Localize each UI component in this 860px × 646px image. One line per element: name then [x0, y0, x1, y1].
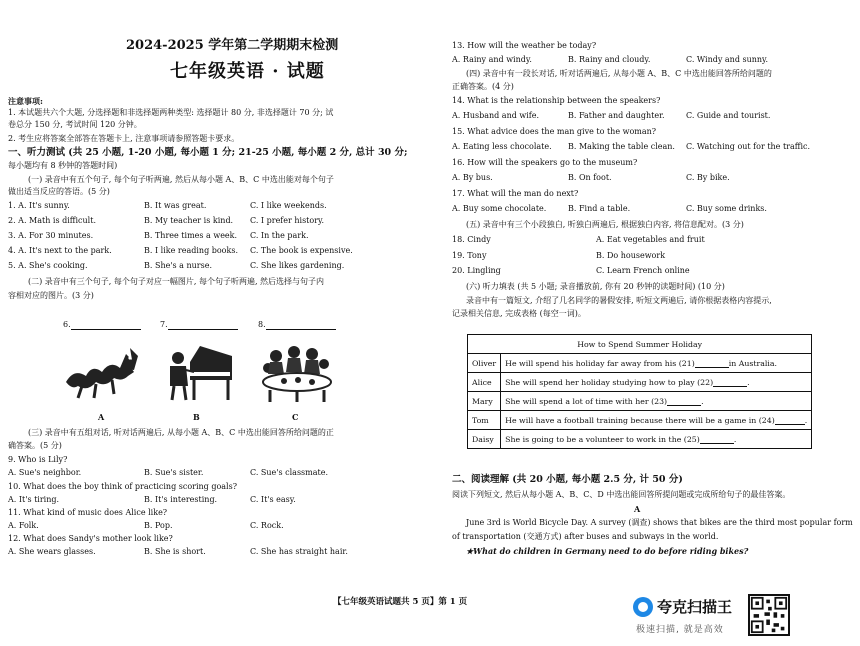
- part6-instr-c: 记录相关信息, 完成表格 (每空一词)。: [452, 309, 586, 318]
- q15-b: B. Making the table clean.: [568, 142, 675, 151]
- listening-heading-2: 每小题均有 8 秒钟的答题时间): [8, 161, 118, 170]
- pic-label-b: B: [193, 412, 200, 422]
- q17-c: C. Buy some drinks.: [686, 204, 767, 213]
- answer-blank-21[interactable]: [695, 359, 729, 368]
- part2-instr-a: (二) 录音中有三个句子, 每个句子对应一幅图片, 每个句子听两遍, 然后选择与句子内: [28, 277, 325, 286]
- q11-question: 11. What kind of music does Alice like?: [8, 508, 168, 517]
- student-name: Oliver: [468, 354, 501, 373]
- q4-b: B. I like reading books.: [144, 246, 238, 255]
- part3-instr-b: 确答案。(5 分): [8, 441, 62, 450]
- q19-option: B. Do housework: [596, 251, 666, 260]
- reading-heading: 二、阅读理解 (共 20 小题, 每小题 2.5 分, 计 50 分): [452, 474, 683, 485]
- table-row: [468, 430, 812, 449]
- note-2: 2. 考生应将答案全部答在答题卡上, 注意事项请参照答题卡要求。: [8, 134, 240, 143]
- student-name: Daisy: [468, 430, 501, 449]
- table-row: [468, 411, 812, 430]
- q2-c: C. I prefer history.: [250, 216, 325, 225]
- q16-a: A. By bus.: [452, 173, 493, 182]
- q17-question: 17. What will the man do next?: [452, 189, 579, 198]
- q15-a: A. Eating less chocolate.: [452, 142, 552, 151]
- q18-option: A. Eat vegetables and fruit: [596, 235, 705, 244]
- note-1a: 1. 本试题共六个大题, 分选择题和非选择题两种类型: 选择题计 80 分, 非选择题计 70 分; 试: [8, 108, 334, 117]
- q2-b: B. My teacher is kind.: [144, 216, 234, 225]
- q5-a: 5. A. She's cooking.: [8, 261, 88, 270]
- q9-question: 9. Who is Lily?: [8, 455, 68, 464]
- q19-name: 19. Tony: [452, 251, 487, 260]
- q9-a: A. Sue's neighbor.: [8, 468, 82, 477]
- q13-a: A. Rainy and windy.: [452, 55, 532, 64]
- student-name: Mary: [468, 392, 501, 411]
- q9-b: B. Sue's sister.: [144, 468, 204, 477]
- passage-line-3: ★What do children in Germany need to do before riding bikes?: [466, 546, 749, 556]
- part5-instr: (五) 录音中有三个小段独白, 听独白两遍后, 根据独白内容, 将信息配对。(3 分): [466, 220, 744, 229]
- q12-c: C. She has straight hair.: [250, 547, 348, 556]
- q10-c: C. It's easy.: [250, 495, 296, 504]
- q11-a: A. Folk.: [8, 521, 39, 530]
- table-row: [468, 392, 812, 411]
- table-title: How to Spend Summer Holiday: [468, 335, 812, 354]
- q14-question: 14. What is the relationship between the speakers?: [452, 96, 661, 105]
- student-name: Alice: [468, 373, 501, 392]
- q1-b: B. It was great.: [144, 201, 207, 210]
- part1-instr-b: 做出适当反应的答语。(5 分): [8, 187, 110, 196]
- dragon-picture: [62, 342, 140, 404]
- q1-a: 1. A. It's sunny.: [8, 201, 70, 210]
- q15-question: 15. What advice does the man give to the woman?: [452, 127, 657, 136]
- answer-blank-23[interactable]: [667, 397, 701, 406]
- q10-b: B. It's interesting.: [144, 495, 218, 504]
- passage-label: A: [634, 504, 641, 514]
- q18-name: 18. Cindy: [452, 235, 491, 244]
- exam-subject-title: 七年级英语 · 试题: [170, 61, 325, 82]
- q17-a: A. Buy some chocolate.: [452, 204, 547, 213]
- passage-line-1: June 3rd is World Bicycle Day. A survey (调查) shows that bikes are the third most popular form: [466, 518, 853, 527]
- part3-instr-a: (三) 录音中有五组对话, 听对话两遍后, 从每小题 A、B、C 中选出能回答所给问题的正: [28, 428, 334, 437]
- q10-a: A. It's tiring.: [8, 495, 60, 504]
- notes-heading: 注意事项:: [8, 96, 43, 106]
- part1-instr-a: (一) 录音中有五个句子, 每个句子听两遍, 然后从每小题 A、B、C 中选出能对每个句子: [28, 175, 334, 184]
- q17-b: B. Find a table.: [568, 204, 631, 213]
- family-dinner-picture: [258, 342, 336, 404]
- note-1b: 卷总分 150 分, 考试时间 120 分钟。: [8, 120, 142, 129]
- piano-picture: [160, 342, 238, 404]
- q6-blank[interactable]: 6.: [63, 320, 141, 330]
- q1-c: C. I like weekends.: [250, 201, 327, 210]
- q5-c: C. She likes gardening.: [250, 261, 345, 270]
- part4-instr-b: 正确答案。(4 分): [452, 82, 514, 91]
- q20-option: C. Learn French online: [596, 266, 690, 275]
- scanner-brand: 夸克扫描王: [657, 598, 733, 616]
- answer-blank-25[interactable]: [700, 435, 734, 444]
- table-title-row: [468, 335, 812, 354]
- q9-c: C. Sue's classmate.: [250, 468, 329, 477]
- exam-year-title: 2024-2025 学年第二学期期末检测: [126, 38, 339, 53]
- q11-b: B. Pop.: [144, 521, 173, 530]
- q3-a: 3. A. For 30 minutes.: [8, 231, 94, 240]
- q5-b: B. She's a nurse.: [144, 261, 213, 270]
- q12-a: A. She wears glasses.: [8, 547, 96, 556]
- passage-line-2: of transportation (交通方式) after buses and subways in the world.: [452, 532, 719, 541]
- q3-c: C. In the park.: [250, 231, 309, 240]
- table-cell: She is going to be a volunteer to work in the (25) .: [501, 430, 812, 449]
- q13-c: C. Windy and sunny.: [686, 55, 769, 64]
- table-row: [468, 373, 812, 392]
- q4-a: 4. A. It's next to the park.: [8, 246, 112, 255]
- q4-c: C. The book is expensive.: [250, 246, 353, 255]
- q2-a: 2. A. Math is difficult.: [8, 216, 96, 225]
- q3-b: B. Three times a week.: [144, 231, 238, 240]
- scanner-logo-icon: [633, 597, 653, 617]
- reading-instr: 阅读下列短文, 然后从每小题 A、B、C、D 中选出能回答所提问题或完成所给句子的最佳答案。: [452, 490, 791, 499]
- part2-instr-b: 容相对应的图片。(3 分): [8, 291, 94, 300]
- q14-b: B. Father and daughter.: [568, 111, 665, 120]
- q12-question: 12. What does Sandy's mother look like?: [8, 534, 173, 543]
- answer-blank-22[interactable]: [713, 378, 747, 387]
- scanner-slogan: 极速扫描, 就是高效: [636, 625, 724, 635]
- table-row: [468, 354, 812, 373]
- q8-blank[interactable]: 8.: [258, 320, 336, 330]
- q13-question: 13. How will the weather be today?: [452, 41, 597, 50]
- table-cell: He will spend his holiday far away from his (21) in Australia.: [501, 354, 812, 373]
- q16-question: 16. How will the speakers go to the museum?: [452, 158, 638, 167]
- part4-instr-a: (四) 录音中有一段长对话, 听对话两遍后, 从每小题 A、B、C 中选出能回答所给问题的: [466, 69, 772, 78]
- part6-instr-b: 录音中有一篇短文, 介绍了几名同学的暑假安排, 听短文两遍后, 请你根据表格内容提示,: [466, 296, 772, 305]
- q16-c: C. By bike.: [686, 173, 730, 182]
- q14-c: C. Guide and tourist.: [686, 111, 771, 120]
- listening-heading: 一、听力测试 (共 25 小题, 1-20 小题, 每小题 1 分; 21-25 小题, 每小题 2 分, 总计 30 分;: [8, 147, 408, 158]
- table-cell: She will spend a lot of time with her (23) .: [501, 392, 812, 411]
- page-footer: 【七年级英语试题共 5 页】第 1 页: [333, 597, 468, 607]
- q16-b: B. On foot.: [568, 173, 612, 182]
- student-name: Tom: [468, 411, 501, 430]
- q14-a: A. Husband and wife.: [452, 111, 540, 120]
- q10-question: 10. What does the boy think of practicing scoring goals?: [8, 482, 238, 491]
- q15-c: C. Watching out for the traffic.: [686, 142, 811, 151]
- q11-c: C. Rock.: [250, 521, 284, 530]
- q7-blank[interactable]: 7.: [160, 320, 238, 330]
- q20-name: 20. Lingling: [452, 266, 501, 275]
- pic-label-c: C: [292, 412, 299, 422]
- summer-holiday-table: [467, 334, 812, 449]
- table-cell: He will have a football training because there will be a game in (24) .: [501, 411, 812, 430]
- q13-b: B. Rainy and cloudy.: [568, 55, 651, 64]
- answer-blank-24[interactable]: [775, 416, 805, 425]
- q12-b: B. She is short.: [144, 547, 206, 556]
- table-cell: She will spend her holiday studying how to play (22) .: [501, 373, 812, 392]
- part6-instr: (六) 听力填表 (共 5 小题; 录音播放前, 你有 20 秒钟的读题时间) (10 分): [466, 282, 725, 291]
- qr-code-icon: [748, 594, 790, 636]
- pic-label-a: A: [98, 412, 105, 422]
